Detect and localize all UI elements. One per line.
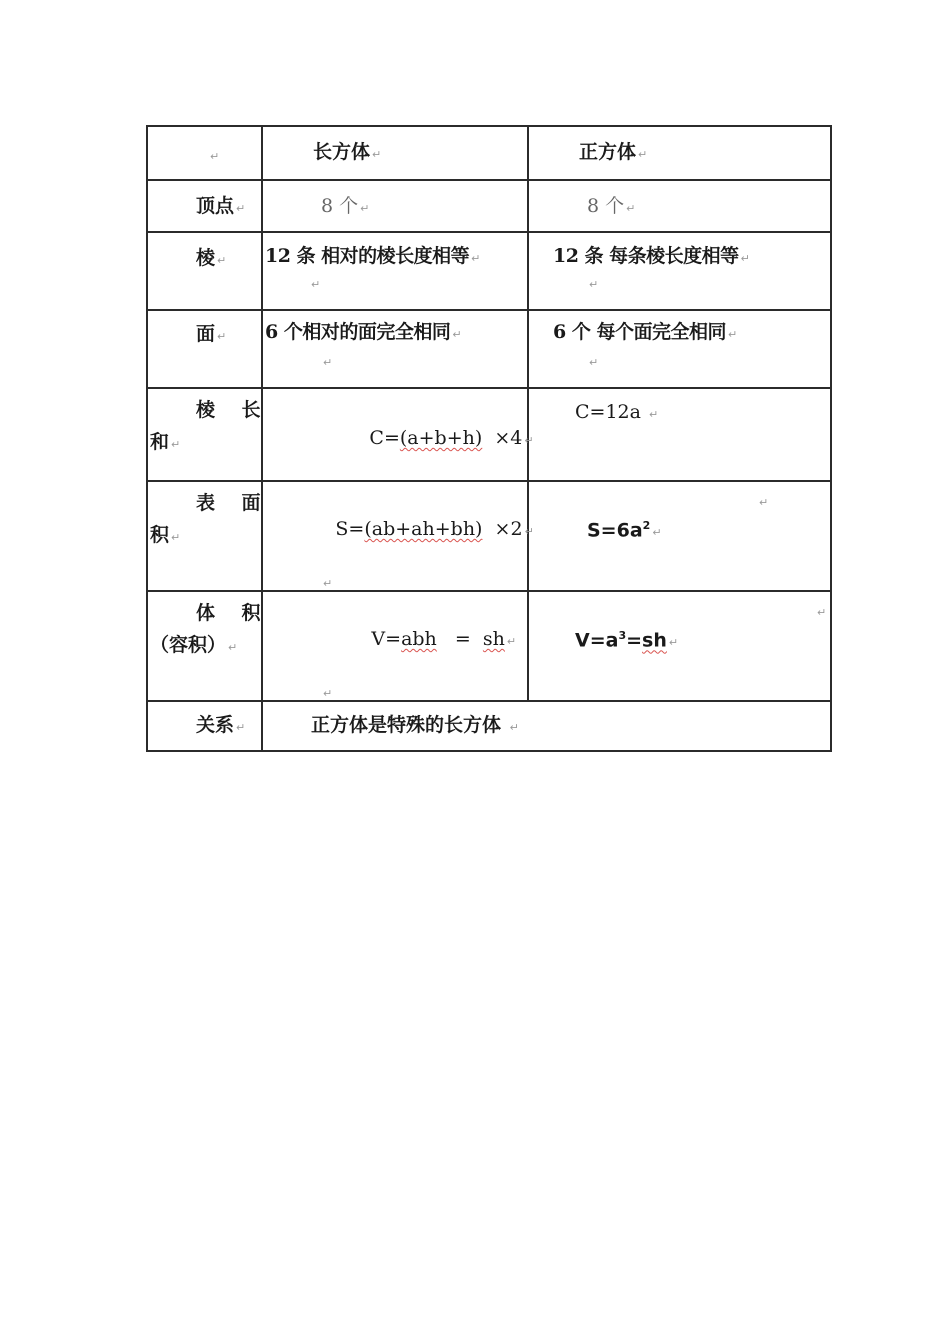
paragraph-mark: ↵ xyxy=(217,330,227,343)
row-label-vertex: 顶点 ↵ xyxy=(147,180,262,232)
paragraph-mark: ↵ xyxy=(236,721,246,734)
paragraph-mark: ↵ xyxy=(236,202,246,215)
table-row xyxy=(147,701,831,751)
table-row xyxy=(147,481,831,591)
paragraph-mark: ↵ xyxy=(509,721,519,734)
cell-cuboid-edge: 12 条 相对的棱长度相等 ↵ ↵ xyxy=(262,232,528,310)
paragraph-mark: ↵ xyxy=(524,525,534,538)
paragraph-mark: ↵ xyxy=(649,408,659,421)
paragraph-mark: ↵ xyxy=(652,526,662,540)
cell-cube-face: 6 个 每个面完全相同 ↵ ↵ xyxy=(528,310,831,388)
header-cell-cuboid xyxy=(262,126,528,180)
cell-cube-volume: ↵ $V=a^3=sh$ ↵ xyxy=(528,591,831,701)
table-row xyxy=(147,591,831,701)
paragraph-mark: ↵ xyxy=(171,438,181,451)
header-cube-label: 正方体 xyxy=(579,141,637,163)
cuboid-cube-comparison-table xyxy=(146,125,832,752)
paragraph-mark: ↵ xyxy=(638,148,648,161)
table-row xyxy=(147,180,831,232)
header-cuboid-label: 长方体 xyxy=(313,141,371,163)
paragraph-mark: ↵ xyxy=(360,202,370,215)
paragraph-mark: ↵ xyxy=(524,434,534,447)
paragraph-mark: ↵ xyxy=(217,254,227,267)
row-label-edge: 棱 ↵ xyxy=(147,232,262,310)
paragraph-mark: ↵ xyxy=(372,148,382,161)
cell-cube-edge-sum: C=12a ↵ xyxy=(528,388,831,481)
paragraph-mark: ↵ xyxy=(626,202,636,215)
row-label-relation: 关系 ↵ xyxy=(147,701,262,751)
paragraph-mark: ↵ xyxy=(471,252,480,265)
paragraph-mark: ↵ xyxy=(323,687,333,700)
cell-cube-surface: ↵ $S=6a^2↵$ xyxy=(528,481,831,591)
table-row xyxy=(147,232,831,310)
paragraph-mark: ↵ xyxy=(323,356,333,369)
paragraph-mark: ↵ xyxy=(668,636,679,650)
cell-cube-vertex: 8 个 ↵ xyxy=(528,180,831,232)
paragraph-mark: ↵ xyxy=(759,496,769,509)
table-row xyxy=(147,310,831,388)
cell-relation-value: 正方体是特殊的长方体 ↵ xyxy=(262,701,831,751)
paragraph-mark: ↵ xyxy=(740,252,750,265)
paragraph-mark: ↵ xyxy=(311,278,321,291)
paragraph-mark: ↵ xyxy=(589,356,599,369)
row-label-volume: 体 积 （容积） ↵ xyxy=(147,591,262,701)
paragraph-mark: ↵ xyxy=(171,531,181,544)
table-row xyxy=(147,388,831,481)
paragraph-mark: ↵ xyxy=(727,328,737,341)
cell-cuboid-edge-sum: C=(a+b+h) ×4 ↵ xyxy=(262,388,528,481)
row-label-face: 面 ↵ xyxy=(147,310,262,388)
paragraph-mark: ↵ xyxy=(589,278,599,291)
paragraph-mark: ↵ xyxy=(817,606,827,619)
row-label-edge-sum: 棱 长 和 ↵ xyxy=(147,388,262,481)
cell-cuboid-volume: V=abh = sh ↵ ↵ xyxy=(262,591,528,701)
cell-cube-edge: 12 条 每条棱长度相等 ↵ ↵ xyxy=(528,232,831,310)
paragraph-mark: ↵ xyxy=(228,641,238,654)
table-row-header xyxy=(147,126,831,180)
paragraph-mark: ↵ xyxy=(323,577,333,590)
row-label-surface: 表 面 积 ↵ xyxy=(147,481,262,591)
cell-cuboid-face: 6 个相对的面完全相同 ↵ ↵ xyxy=(262,310,528,388)
paragraph-mark: ↵ xyxy=(452,328,462,341)
paragraph-mark: ↵ xyxy=(506,635,517,648)
header-cell-empty xyxy=(147,126,262,180)
cell-cuboid-surface: S=(ab+ah+bh) ×2 ↵ ↵ xyxy=(262,481,528,591)
cell-cuboid-vertex: 8 个 ↵ xyxy=(262,180,528,232)
header-cell-cube xyxy=(528,126,831,180)
paragraph-mark: ↵ xyxy=(210,150,220,163)
